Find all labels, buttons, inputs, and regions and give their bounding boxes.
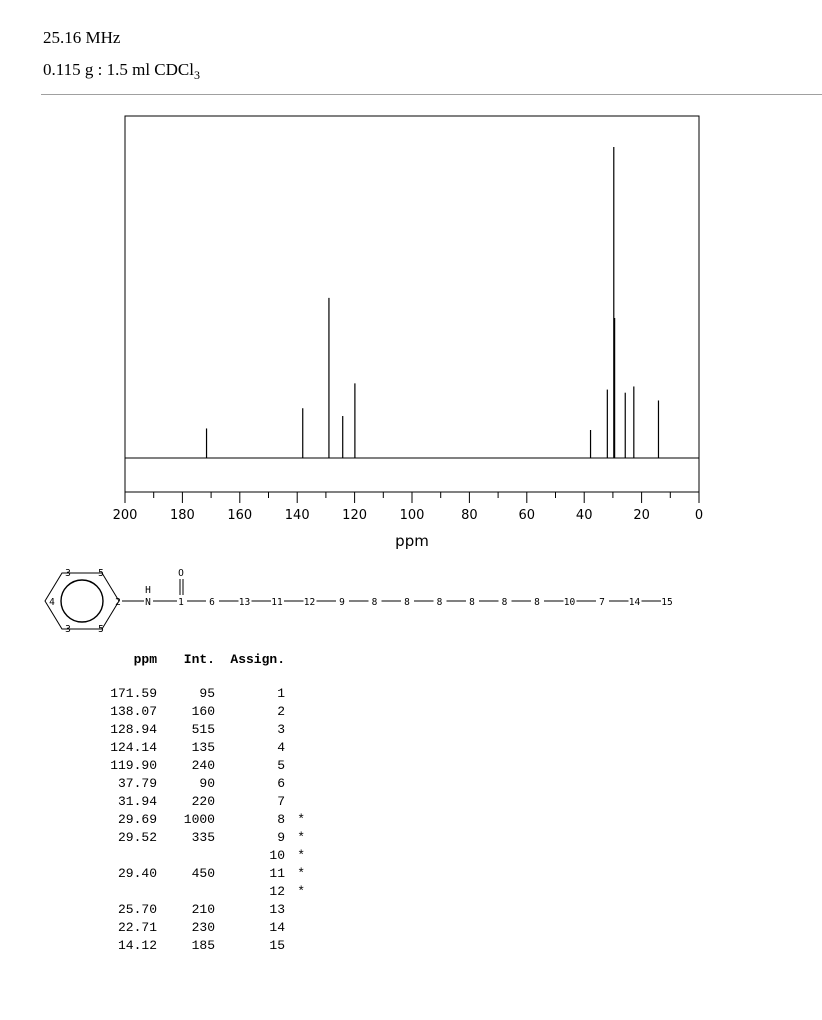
header-assignment: Assign. [230, 652, 285, 667]
ring-atom-label: 5 [98, 624, 104, 635]
cell-intensity: 1000 [183, 812, 215, 827]
cell-star: * [297, 866, 305, 881]
table-row [95, 685, 305, 703]
table-row [95, 739, 305, 757]
aromatic-circle [61, 580, 103, 622]
tick-label: 140 [284, 508, 310, 523]
table-row [95, 901, 305, 919]
chain-atom-label: 14 [628, 597, 641, 608]
cell-assignment: 2 [277, 704, 285, 719]
ring-atom-label: 3 [65, 568, 71, 579]
carbonyl-c-label: 1 [178, 597, 184, 608]
cell-assignment: 6 [277, 776, 285, 791]
cell-assignment: 9 [277, 830, 285, 845]
cell-ppm: 128.94 [110, 722, 157, 737]
chain-atom-label: 8 [534, 597, 540, 608]
cell-assignment: 8 [277, 812, 285, 827]
x-axis-tick-labels [113, 508, 704, 523]
cell-star: * [297, 812, 305, 827]
cell-ppm: 29.52 [117, 830, 157, 845]
chain-atom-label: 8 [371, 597, 378, 608]
cell-assignment: 15 [269, 938, 285, 953]
cell-star [285, 937, 305, 955]
carbonyl-o-label: O [178, 568, 184, 579]
cell-star [285, 919, 305, 937]
cell-star: * [297, 848, 305, 863]
table-row [95, 721, 305, 739]
cell-intensity: 230 [191, 920, 215, 935]
chain-atom-label: 8 [436, 597, 443, 608]
cell-ppm: 25.70 [117, 902, 157, 917]
table-row [95, 793, 305, 811]
cell-ppm: 171.59 [110, 686, 157, 701]
cell-assignment: 10 [269, 848, 285, 863]
table-row [95, 703, 305, 721]
header-ppm: ppm [133, 652, 157, 667]
tick-label: 80 [461, 508, 478, 523]
cell-intensity: 450 [191, 866, 215, 881]
cell-assignment: 7 [277, 794, 285, 809]
cell-assignment: 13 [269, 902, 285, 917]
table-row [95, 865, 305, 883]
cell-assignment: 1 [277, 686, 285, 701]
x-axis-ticks [125, 492, 699, 503]
cell-ppm: 22.71 [117, 920, 157, 935]
cell-ppm: 37.79 [117, 776, 157, 791]
cell-intensity [157, 883, 215, 901]
tick-label: 200 [112, 508, 138, 523]
chain-atom-label: 8 [501, 597, 508, 608]
cell-ppm: 14.12 [117, 938, 157, 953]
ring-atom-label: 4 [49, 597, 55, 608]
header-star [285, 651, 305, 685]
cell-assignment: 11 [269, 866, 285, 881]
cell-ppm [95, 847, 157, 865]
tick-label: 0 [694, 508, 704, 523]
molecular-structure [0, 560, 822, 645]
cell-intensity [157, 847, 215, 865]
tick-label: 100 [399, 508, 425, 523]
tick-label: 40 [575, 508, 593, 523]
ring-atom-label: 5 [98, 568, 104, 579]
chain-atom-label: 12 [303, 597, 316, 608]
header-intensity: Int. [183, 652, 215, 667]
cell-star [285, 703, 305, 721]
table-row [95, 775, 305, 793]
chain-atom-label: 8 [469, 597, 475, 608]
cell-intensity: 335 [191, 830, 215, 845]
alkyl-chain [187, 597, 673, 608]
cell-star [285, 685, 305, 703]
table-row [95, 919, 305, 937]
cell-ppm: 124.14 [110, 740, 157, 755]
chain-atom-label: 11 [271, 597, 283, 608]
chain-atom-label: 13 [238, 597, 251, 608]
ring-atom-label: 3 [65, 624, 71, 635]
cell-intensity: 515 [191, 722, 215, 737]
cell-star: * [297, 884, 305, 899]
amide-h-label: H [145, 585, 151, 596]
cell-assignment: 12 [269, 884, 285, 899]
cell-intensity: 135 [191, 740, 215, 755]
cell-star [285, 739, 305, 757]
cell-ppm: 31.94 [117, 794, 157, 809]
table-row [95, 847, 305, 865]
tick-label: 60 [518, 508, 536, 523]
table-row [95, 829, 305, 847]
cell-ppm: 29.69 [117, 812, 157, 827]
tick-label: 120 [342, 508, 368, 523]
table-row [95, 811, 305, 829]
benzene-ring [45, 573, 119, 629]
tick-label: 180 [169, 508, 195, 523]
cell-assignment: 5 [277, 758, 285, 773]
table-row [95, 883, 305, 901]
cell-star [285, 757, 305, 775]
peak-group [207, 147, 659, 458]
cell-intensity: 95 [199, 686, 215, 701]
plot-frame [125, 116, 699, 492]
tick-label: 160 [227, 508, 253, 523]
cell-assignment: 14 [269, 920, 285, 935]
cell-ppm: 138.07 [110, 704, 157, 719]
chain-atom-label: 6 [209, 597, 215, 608]
cell-assignment: 4 [277, 740, 285, 755]
table-row [95, 757, 305, 775]
chain-atom-label: 7 [599, 597, 605, 608]
cell-star [285, 775, 305, 793]
cell-star: * [297, 830, 305, 845]
cell-star [285, 721, 305, 739]
cell-ppm: 29.40 [117, 866, 157, 881]
cell-intensity: 210 [191, 902, 215, 917]
chain-atom-label: 15 [661, 597, 673, 608]
table-header-row [95, 651, 305, 685]
tick-label: 20 [633, 508, 650, 523]
cell-intensity: 220 [191, 794, 215, 809]
chain-atom-label: 8 [404, 597, 410, 608]
cell-intensity: 160 [191, 704, 215, 719]
table-body [95, 685, 305, 955]
spectrometer-frequency: 25.16 MHz [43, 28, 121, 47]
ring-atom-label: 2 [115, 597, 121, 608]
chain-atom-label: 9 [339, 597, 345, 608]
cell-intensity: 90 [199, 776, 215, 791]
cell-assignment: 3 [277, 722, 285, 737]
cell-star [285, 901, 305, 919]
cell-ppm [95, 883, 157, 901]
sample-subscript: 3 [193, 68, 200, 82]
cell-intensity: 185 [191, 938, 215, 953]
assignment-table [95, 651, 305, 955]
cell-star [285, 793, 305, 811]
amide-n-label: N [145, 597, 151, 608]
cell-ppm: 119.90 [110, 758, 157, 773]
x-axis-title: ppm [395, 532, 429, 550]
sample-text: 0.115 g : 1.5 ml CDCl [43, 60, 194, 79]
cell-intensity: 240 [191, 758, 215, 773]
chain-atom-label: 10 [563, 597, 576, 608]
table-row [95, 937, 305, 955]
